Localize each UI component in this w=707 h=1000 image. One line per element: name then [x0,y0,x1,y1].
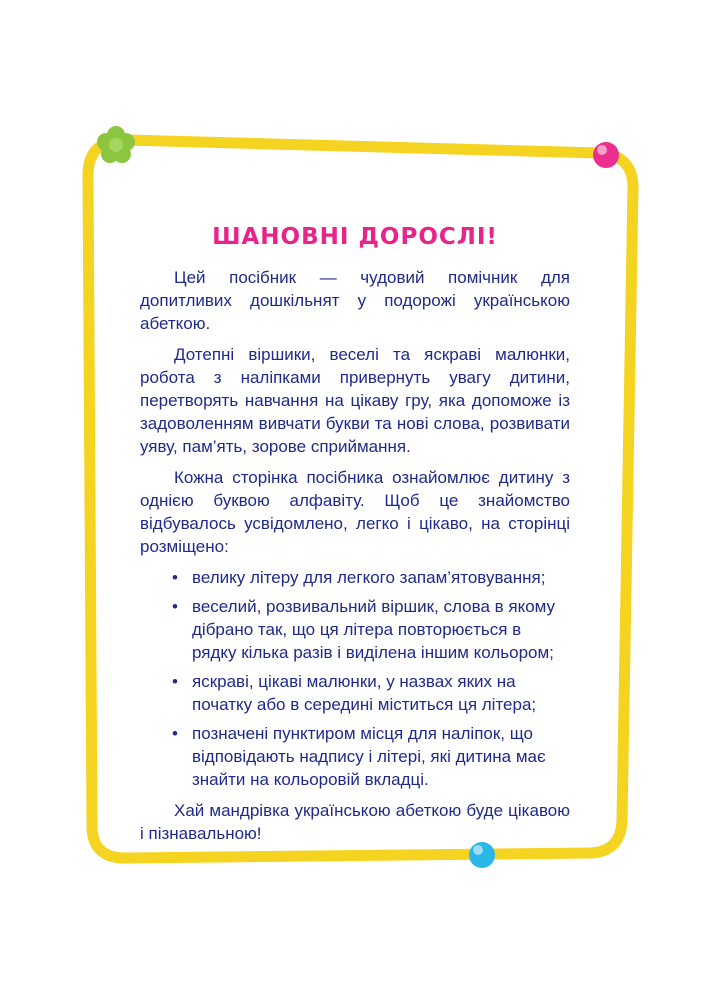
page-content [140,222,570,845]
list-item [140,595,570,664]
list-item [140,566,570,589]
features-paragraph: Дотепні віршики, веселі та яскраві малюнки, робота з наліпками привернуть увагу дитини, перетворять навчання на цікаву гру, яка допоможе із задоволенням вивчати букви та нові слова, розвивати уяву, пам’ять, зорове сприймання. [140,345,570,456]
blue-bead-icon [469,842,495,868]
list-item-text: веселий, розвивальний віршик, слова в якому дібрано так, що ця літера повторюється в рядку кілька разів і виділена іншим кольором; [192,597,556,662]
bullet-icon: • [172,724,178,743]
intro-paragraph: Цей посібник — чудовий помічник для допитливих дошкільнят у подорожі українською абеткою. [140,268,570,333]
closing-paragraph: Хай мандрівка українською абеткою буде цікавою і пізнавальною! [140,801,570,843]
pink-bead-icon [593,142,619,168]
list-item-text: позначені пунктиром місця для наліпок, що відповідають надпису і літері, які дитина має знайти на кольоровій вкладці. [192,724,546,789]
list-item-text: велику літеру для легкого запам’ятовування; [192,568,546,587]
list-item-text: яскраві, цікаві малюнки, у назвах яких на початку або в середині міститься ця літера; [192,672,537,714]
page-title: ШАНОВНІ ДОРОСЛІ! [212,224,498,250]
bullet-icon: • [172,597,178,616]
list-item [140,670,570,716]
bullet-list [140,566,570,791]
list-item [140,722,570,791]
structure-paragraph: Кожна сторінка посібника ознайомлює дитину з однією буквою алфавіту. Щоб це знайомство відбувалось усвідомлено, легко і цікаво, на сторінці розміщено: [140,468,570,556]
bullet-icon: • [172,568,178,587]
bullet-icon: • [172,672,178,691]
flower-icon [97,126,135,163]
